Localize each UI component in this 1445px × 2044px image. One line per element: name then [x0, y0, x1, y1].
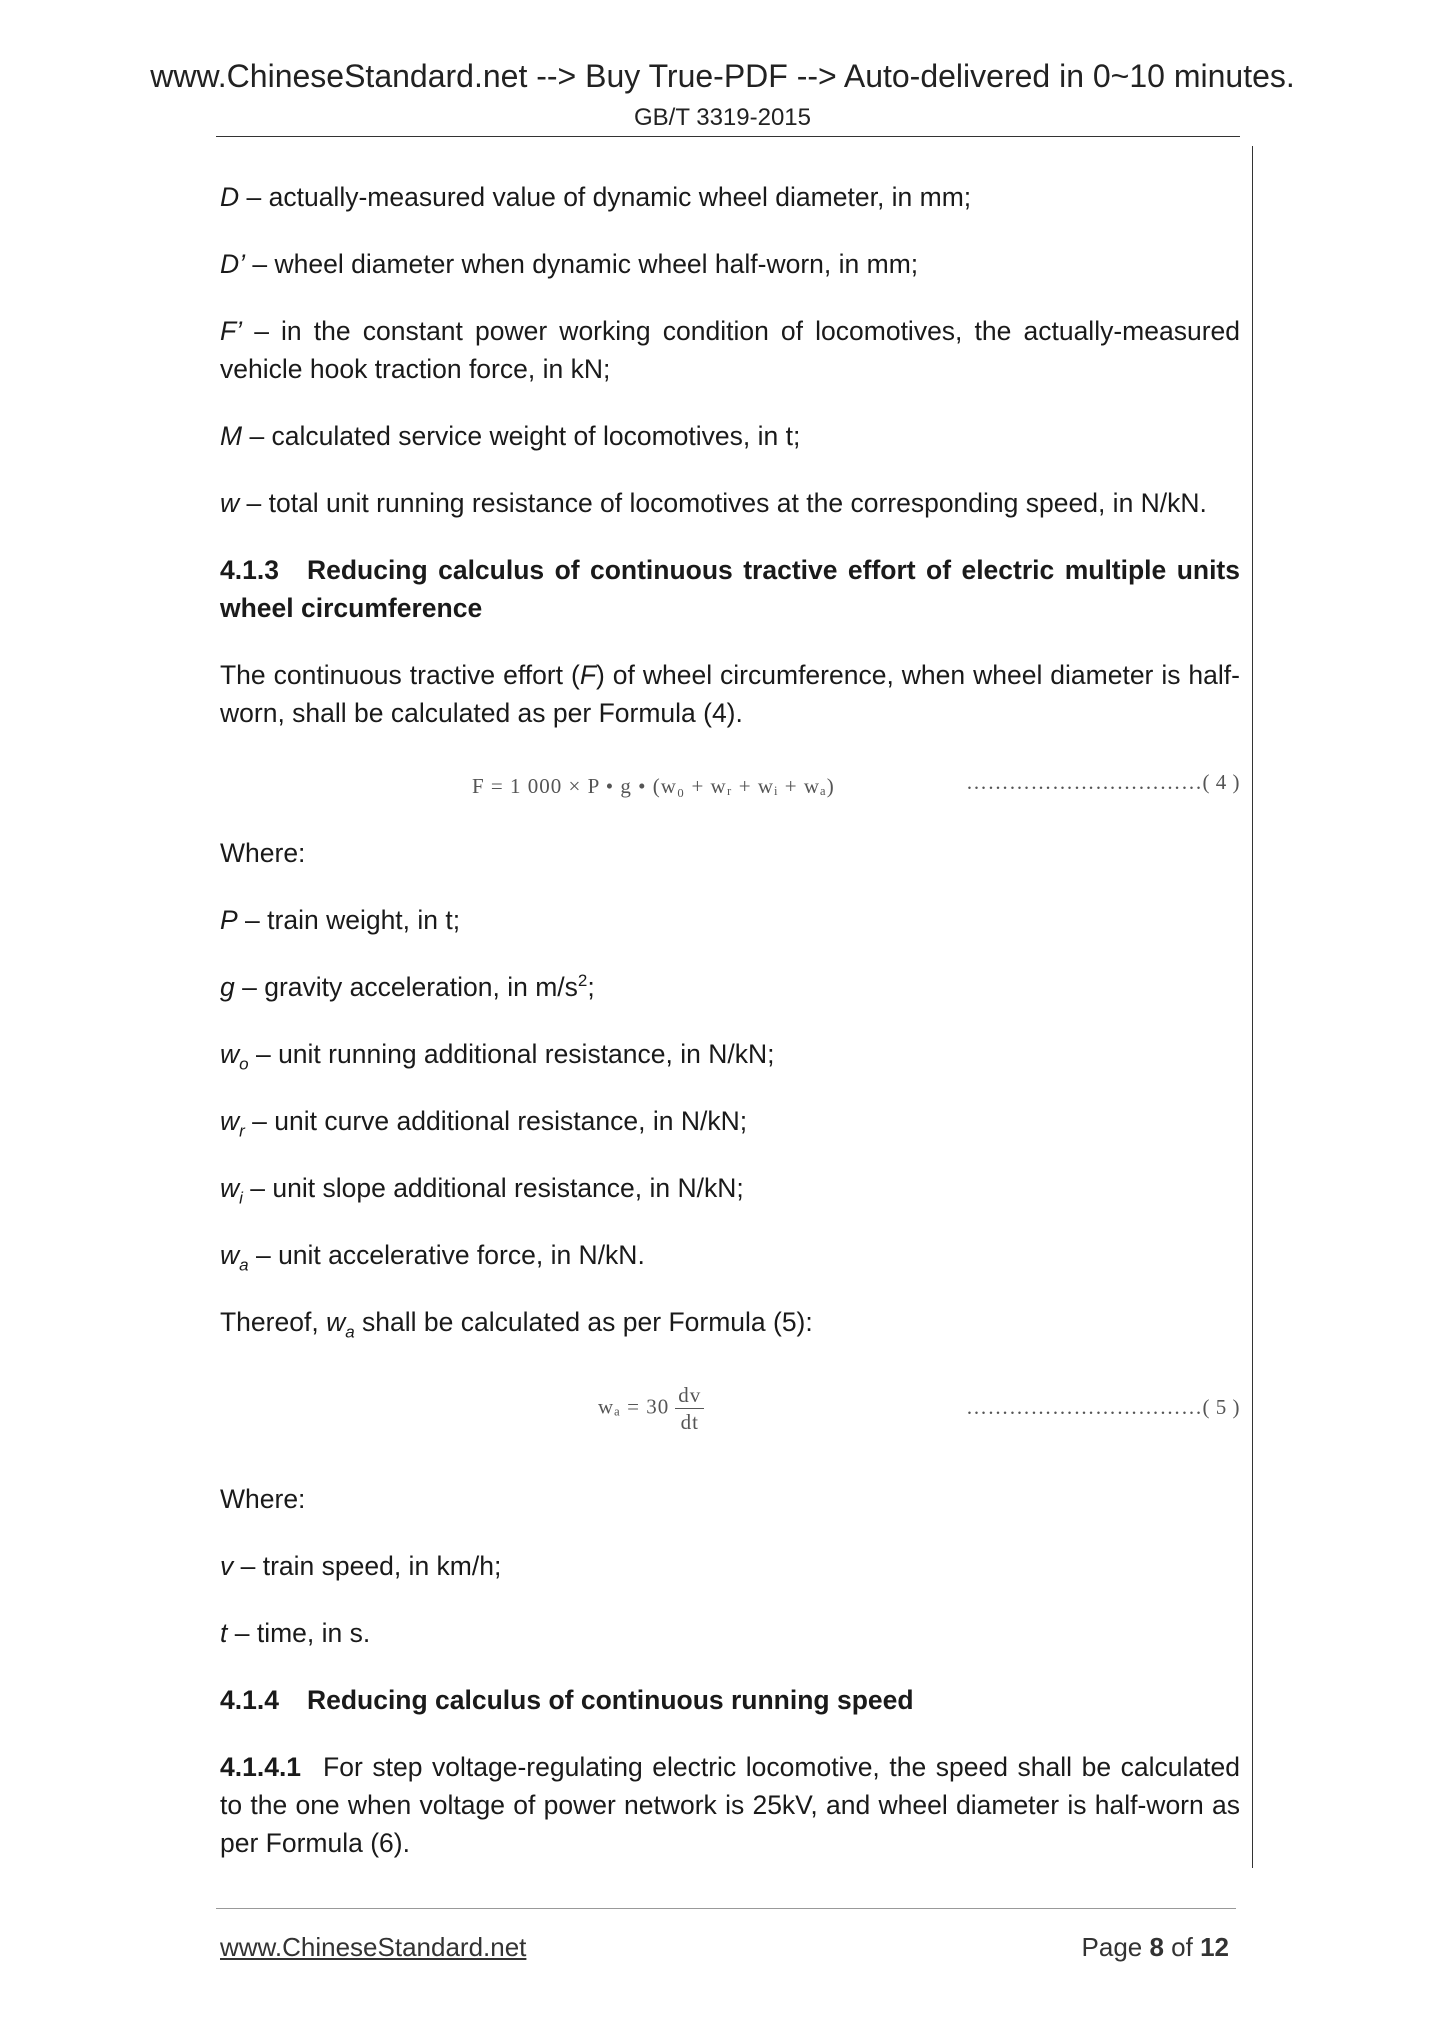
definition-M: M – calculated service weight of locomotives, in t; [220, 421, 801, 451]
footer-site-link[interactable]: www.ChineseStandard.net [220, 1932, 527, 1962]
formula-5-expression: wₐ = 30 $\frac{dv}{dt}$ [598, 1382, 704, 1435]
formula-5-fraction: $\frac{dv}{dt}$ [675, 1382, 704, 1435]
formula-4-expression: F = 1 000 × P • g • (w₀ + wᵣ + wᵢ + wₐ) [472, 774, 835, 798]
definition-P: P – train weight, in t; [220, 905, 461, 935]
standard-number: GB/T 3319-2015 [633, 104, 811, 131]
document-body [220, 178, 1240, 1891]
where-label-2: Where: [220, 1484, 306, 1514]
definition-v: v – train speed, in km/h; [220, 1551, 502, 1581]
formula-4 [220, 761, 1240, 799]
page-indicator: Page 8 of 12 [1081, 1932, 1229, 1962]
footer-divider [216, 1908, 1236, 1909]
section-heading-4-1-3: 4.1.3 Reducing calculus of continuous tractive effort of electric multiple units wheel circumference [220, 555, 1240, 623]
formula-4-number: ……………………………( 4 ) [966, 770, 1240, 794]
thereof-sentence: Thereof, $w_a$ shall be calculated as per Formula (5): [220, 1307, 813, 1342]
definition-D: D – actually-measured value of dynamic wheel diameter, in mm; [220, 182, 972, 212]
where-label: Where: [220, 838, 306, 868]
definition-w-i: $w_i$ – unit slope additional resistance, in N/kN; [220, 1173, 744, 1208]
definition-D-prime: D’ – wheel diameter when dynamic wheel half-worn, in mm; [220, 249, 919, 279]
definition-w-r: $w_r$ – unit curve additional resistance, in N/kN; [220, 1106, 748, 1141]
paragraph-4-1-3: The continuous tractive effort (F) of wheel circumference, when wheel diameter is half-worn, shall be calculated as per Formula (4). [220, 660, 1240, 728]
definition-w-o: $w_o$ – unit running additional resistance, in N/kN; [220, 1039, 775, 1074]
formula-5 [220, 1370, 1240, 1440]
formula-5-number: ……………………………( 5 ) [966, 1395, 1240, 1419]
definition-F-prime: F’ – in the constant power working condition of locomotives, the actually-measured vehicle hook traction force, in kN; [220, 316, 1240, 384]
header-banner[interactable]: www.ChineseStandard.net --> Buy True-PDF --> Auto-delivered in 0~10 minutes. [150, 58, 1295, 94]
paragraph-4-1-4-1: 4.1.4.1 For step voltage-regulating electric locomotive, the speed shall be calculated to the one when voltage of power network is 25kV, and wheel diameter is half-worn as per Formula (6). [220, 1752, 1240, 1858]
header-divider [216, 136, 1240, 137]
definition-w-a: $w_a$ – unit accelerative force, in N/kN. [220, 1240, 645, 1275]
definition-w: w – total unit running resistance of locomotives at the corresponding speed, in N/kN. [220, 488, 1207, 518]
definition-g: g – gravity acceleration, in $m/s^2$; [220, 971, 595, 1002]
right-margin-rule [1252, 146, 1253, 1868]
definition-t: t – time, in s. [220, 1618, 371, 1648]
section-heading-4-1-4: 4.1.4 Reducing calculus of continuous running speed [220, 1685, 914, 1715]
